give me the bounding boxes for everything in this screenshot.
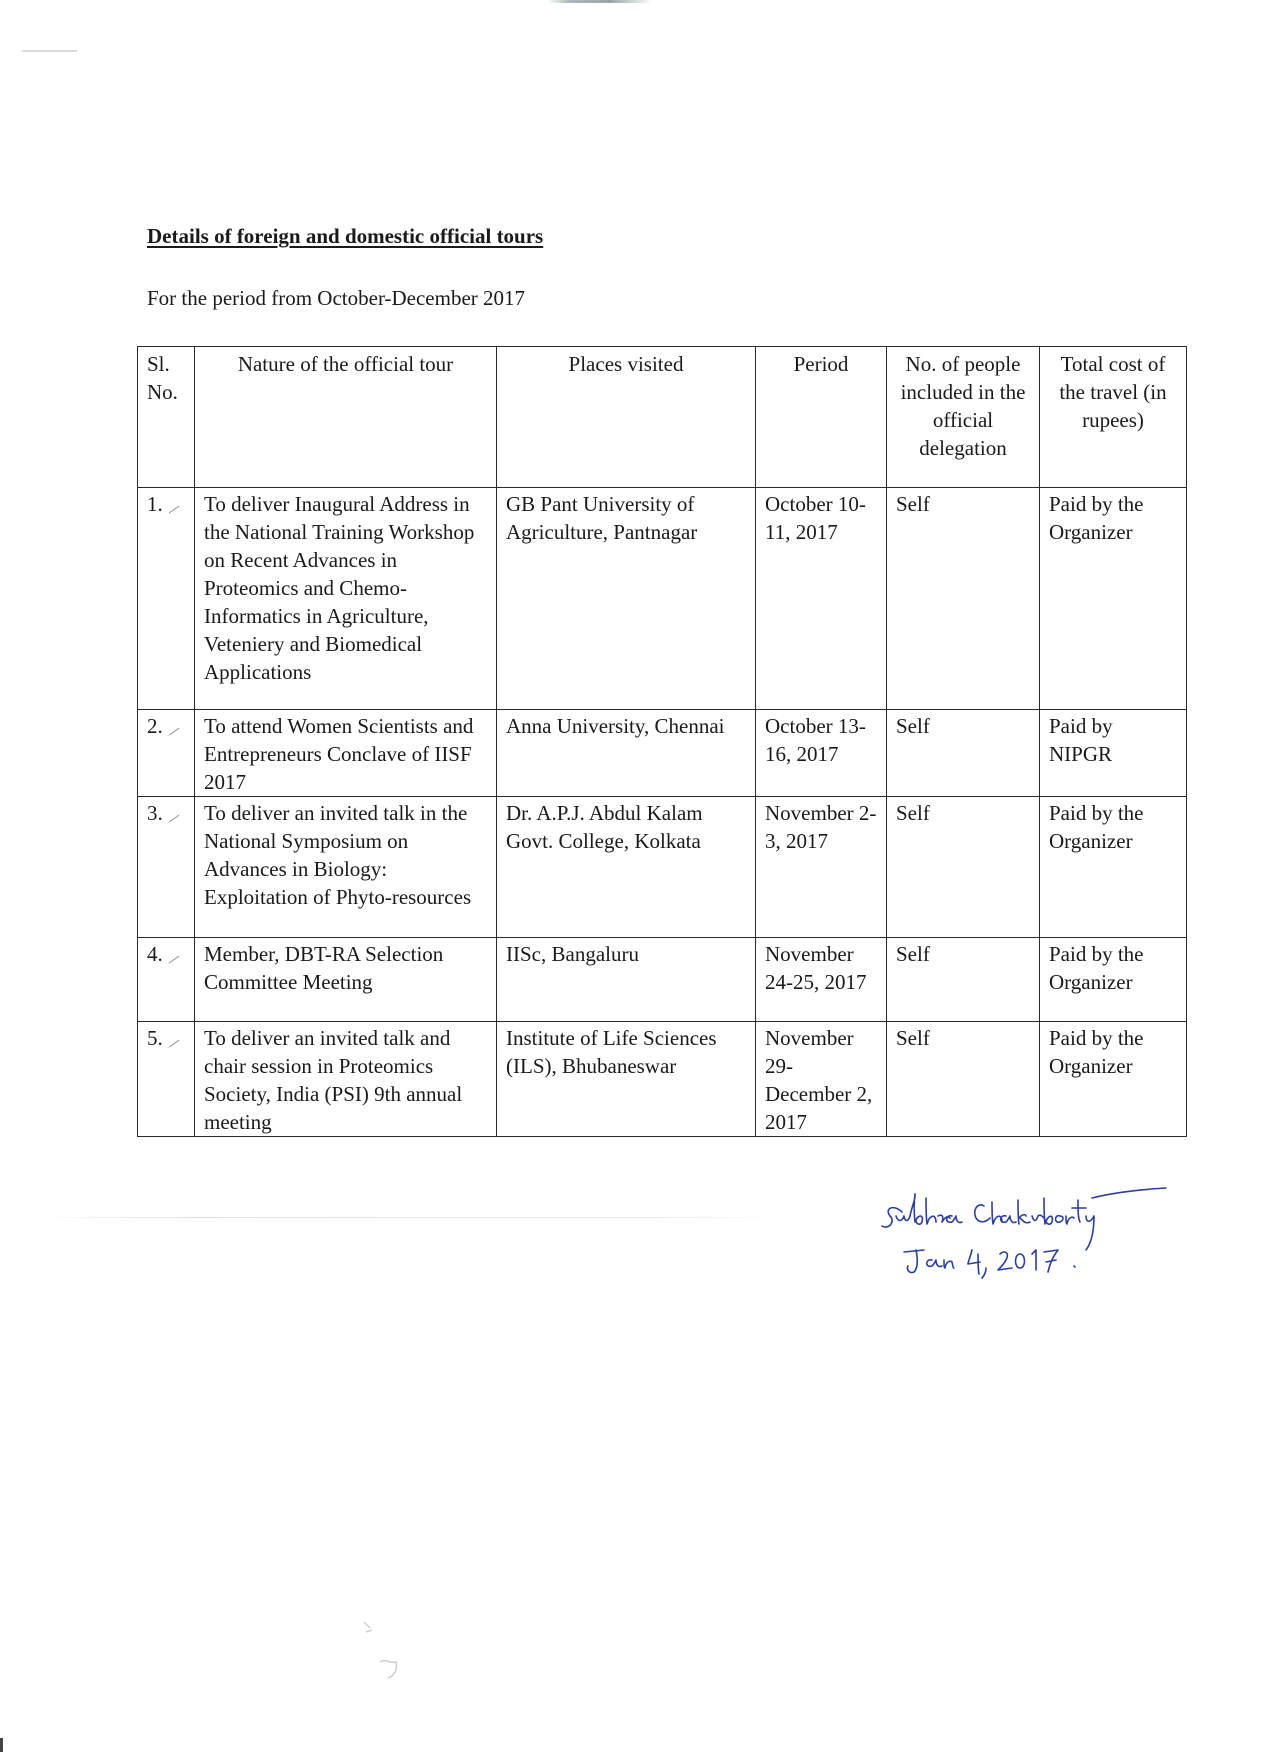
sl-number: 4.	[147, 942, 163, 966]
cell-sl	[138, 488, 195, 710]
cell-people: Self	[887, 938, 1040, 1022]
cell-people: Self	[887, 1022, 1040, 1137]
cell-places: IISc, Bangaluru	[497, 938, 756, 1022]
cell-nature: To deliver Inaugural Address in the National Training Workshop on Recent Advances in Proteomics and Chemo-Informatics in Agriculture, Veteniery and Biomedical Applications	[195, 488, 497, 710]
cell-period: November 24-25, 2017	[756, 938, 887, 1022]
cell-sl	[138, 797, 195, 938]
cell-cost: Paid by NIPGR	[1040, 710, 1187, 797]
scan-artifact-line	[40, 1217, 780, 1218]
scan-artifact-top	[548, 0, 652, 3]
cell-nature: To deliver an invited talk and chair session in Proteomics Society, India (PSI) 9th annual meeting	[195, 1022, 497, 1137]
cell-sl	[138, 1022, 195, 1137]
cell-people: Self	[887, 797, 1040, 938]
cell-period: October 10-11, 2017	[756, 488, 887, 710]
sl-number: 1.	[147, 492, 163, 516]
header-nature: Nature of the official tour	[195, 347, 497, 488]
table-row	[138, 797, 1187, 938]
handwritten-signature	[880, 1170, 1170, 1280]
table-row	[138, 488, 1187, 710]
header-places: Places visited	[497, 347, 756, 488]
cell-nature: To deliver an invited talk in the National Symposium on Advances in Biology: Exploitation of Phyto-resources	[195, 797, 497, 938]
check-tick-icon	[163, 1033, 179, 1048]
cell-places: Anna University, Chennai	[497, 710, 756, 797]
table-header-row	[138, 347, 1187, 488]
cell-period: October 13-16, 2017	[756, 710, 887, 797]
cell-period: November 2-3, 2017	[756, 797, 887, 938]
check-tick-icon	[163, 721, 179, 736]
document-heading: Details of foreign and domestic official tours	[147, 224, 544, 248]
check-tick-icon	[163, 499, 179, 514]
cell-cost: Paid by the Organizer	[1040, 797, 1187, 938]
table-row	[138, 1022, 1187, 1137]
scan-artifact-left	[22, 50, 77, 52]
cell-cost: Paid by the Organizer	[1040, 938, 1187, 1022]
cell-sl	[138, 938, 195, 1022]
scan-artifact-edge	[0, 1738, 3, 1752]
cell-period: November 29-December 2, 2017	[756, 1022, 887, 1137]
header-people: No. of people included in the official delegation	[887, 347, 1040, 488]
sl-number: 5.	[147, 1026, 163, 1050]
cell-sl	[138, 710, 195, 797]
cell-people: Self	[887, 710, 1040, 797]
cell-places: Institute of Life Sciences (ILS), Bhubaneswar	[497, 1022, 756, 1137]
cell-nature: Member, DBT-RA Selection Committee Meeting	[195, 938, 497, 1022]
header-sl: Sl. No.	[138, 347, 195, 488]
cell-places: GB Pant University of Agriculture, Pantnagar	[497, 488, 756, 710]
cell-cost: Paid by the Organizer	[1040, 1022, 1187, 1137]
check-tick-icon	[163, 949, 179, 964]
cell-people: Self	[887, 488, 1040, 710]
header-cost: Total cost of the travel (in rupees)	[1040, 347, 1187, 488]
header-period: Period	[756, 347, 887, 488]
cell-cost: Paid by the Organizer	[1040, 488, 1187, 710]
cell-places: Dr. A.P.J. Abdul Kalam Govt. College, Kolkata	[497, 797, 756, 938]
sl-number: 2.	[147, 714, 163, 738]
tours-table	[137, 346, 1187, 1137]
check-tick-icon	[163, 808, 179, 823]
period-line: For the period from October-December 2017	[147, 286, 526, 310]
table-row	[138, 710, 1187, 797]
table-row	[138, 938, 1187, 1022]
cell-nature: To attend Women Scientists and Entrepreneurs Conclave of IISF 2017	[195, 710, 497, 797]
sl-number: 3.	[147, 801, 163, 825]
scan-smudge	[360, 1618, 416, 1688]
